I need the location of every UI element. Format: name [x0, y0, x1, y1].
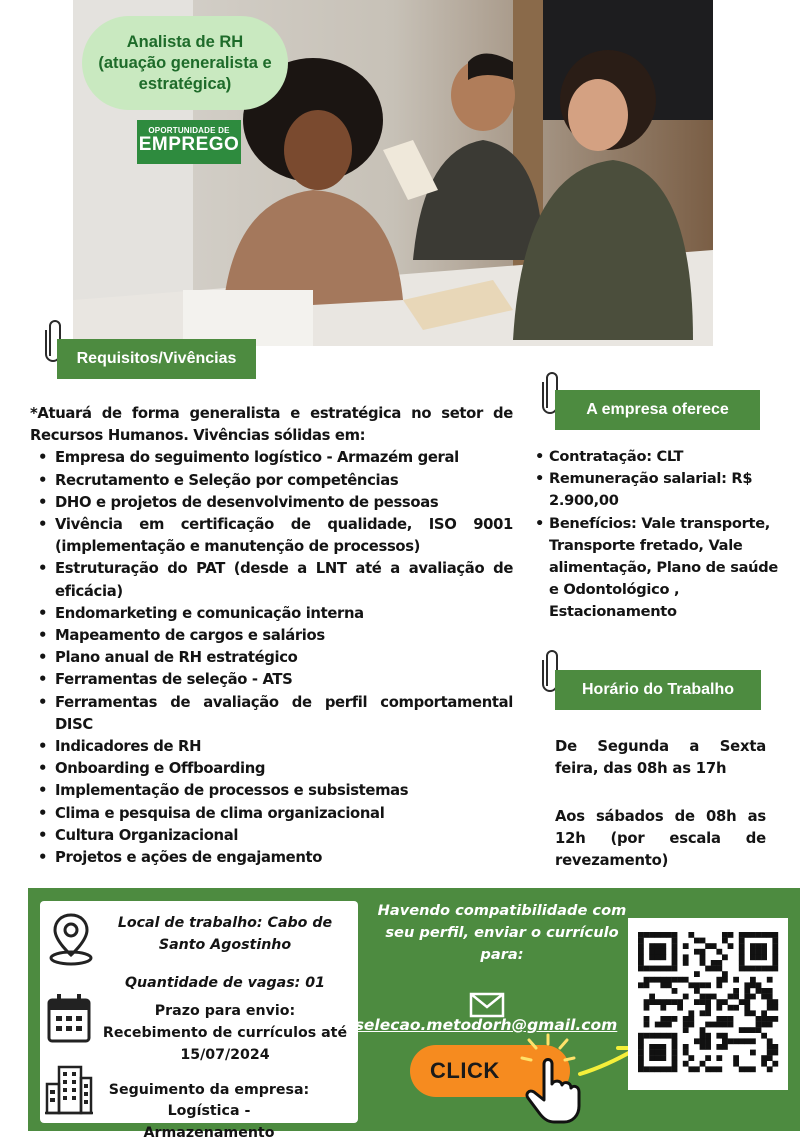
requirement-item: • Recrutamento e Seleção por competências: [38, 470, 513, 492]
offer-header-label: A empresa oferece: [586, 401, 729, 418]
company-segment-label: Seguimento da empresa:: [108, 1082, 310, 1098]
schedule-header-label: Horário do Trabalho: [581, 681, 734, 698]
company-segment-value: Logística - Armazenamento: [143, 1103, 275, 1141]
schedule-header: [555, 670, 761, 710]
requirements-list: [38, 447, 513, 869]
offer-item: • Benefícios: Vale transporte, Transporte fretado, Vale alimentação, Plano de saúde e Odontológico , Estacionamento: [535, 513, 785, 624]
click-button-label: CLICK: [430, 1058, 500, 1083]
requirement-item: • Plano anual de RH estratégico: [38, 647, 513, 669]
job-info-card: [40, 901, 358, 1141]
requirement-item: • Implementação de processos e subsistemas: [38, 780, 513, 802]
requirements-header-label: Requisitos/Vivências: [76, 350, 237, 367]
schedule-weekdays: De Segunda a Sexta feira, das 08h as 17h: [555, 738, 766, 778]
requirement-item: • Vivência em certificação de qualidade, ISO 9001 (implementação e manutenção de processos): [38, 514, 513, 558]
requirement-item: • Endomarketing e comunicação interna: [38, 603, 513, 625]
location-pin-icon: [48, 911, 94, 967]
requirements-header: [57, 339, 256, 379]
requirement-item: • DHO e projetos de desenvolvimento de pessoas: [38, 492, 513, 514]
offer-header: [555, 390, 760, 430]
building-icon: [45, 1064, 93, 1116]
requirement-item: • Ferramentas de seleção - ATS: [38, 669, 513, 691]
offer-item: • Remuneração salarial: R$ 2.900,00: [535, 468, 785, 512]
job-title-bubble: [82, 16, 288, 110]
deadline-label: Prazo para envio:: [154, 1003, 296, 1019]
requirement-item: • Mapeamento de cargos e salários: [38, 625, 513, 647]
deadline-text: Recebimento de currículos até 15/07/2024: [102, 1025, 348, 1063]
work-location: Local de trabalho: Cabo de Santo Agostinho: [117, 915, 333, 953]
job-opportunity-badge: [137, 120, 241, 164]
qr-code[interactable]: [628, 918, 788, 1090]
apply-instructions: Havendo compatibilidade com seu perfil, enviar o currículo para:: [377, 902, 627, 963]
contact-email-link[interactable]: selecao.metodorh@gmail.com: [354, 1016, 618, 1034]
envelope-icon: [469, 992, 505, 1018]
requirement-item: • Projetos e ações de engajamento: [38, 847, 513, 869]
requirement-item: • Onboarding e Offboarding: [38, 758, 513, 780]
badge-title: EMPREGO: [138, 134, 240, 155]
badge-subtitle: OPORTUNIDADE DE: [148, 126, 230, 135]
requirement-item: • Estruturação do PAT (desde a LNT até a avaliação de eficácia): [38, 558, 513, 602]
requirements-intro: *Atuará de forma generalista e estratégica no setor de Recursos Humanos. Vivências sólidas em:: [30, 405, 513, 445]
pointer-hand-icon: [518, 1034, 582, 1124]
job-title: Analista de RH (atuação generalista e estratégica): [98, 32, 272, 93]
footer-band: [28, 888, 800, 1141]
schedule-saturday: Aos sábados de 08h as 12h (por escala de revezamento): [555, 808, 766, 870]
requirement-item: • Clima e pesquisa de clima organizacional: [38, 803, 513, 825]
vacancy-count: Quantidade de vagas: 01: [125, 975, 325, 991]
requirement-item: • Indicadores de RH: [38, 736, 513, 758]
requirement-item: • Empresa do seguimento logístico - Armazém geral: [38, 447, 513, 469]
requirement-item: • Cultura Organizacional: [38, 825, 513, 847]
offer-item: • Contratação: CLT: [535, 446, 785, 468]
calendar-icon: [46, 992, 92, 1044]
offer-list: [535, 446, 785, 624]
requirement-item: • Ferramentas de avaliação de perfil comportamental DISC: [38, 692, 513, 736]
requirements-section: [30, 403, 513, 869]
